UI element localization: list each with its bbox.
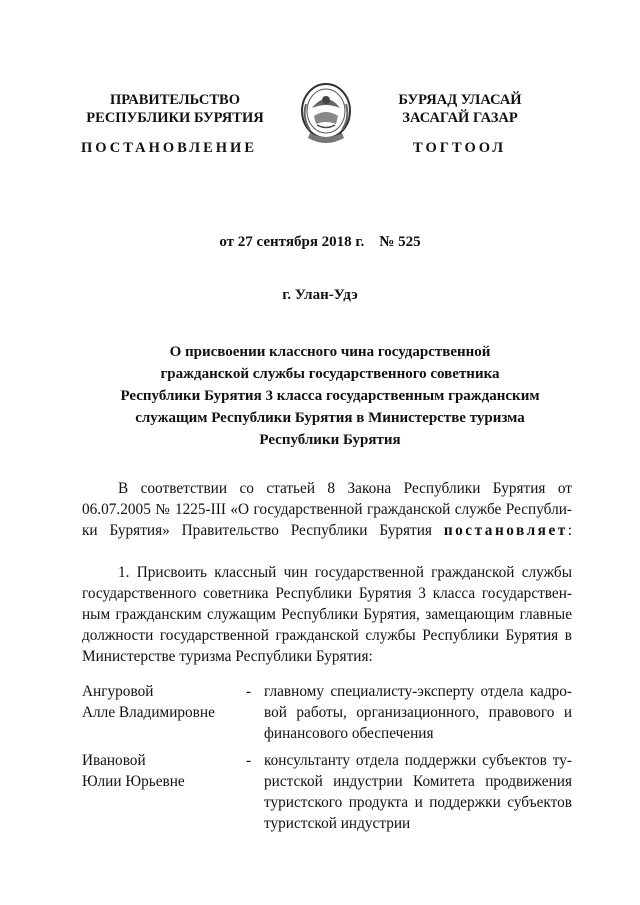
position-line: консультанту отдела поддержки субъектов ту- — [264, 752, 572, 769]
person-given-names: Юлии Юрьевне — [82, 773, 185, 790]
government-name-russian — [82, 91, 268, 127]
emblem-icon — [298, 78, 354, 148]
person-name — [82, 750, 252, 792]
person-surname: Ангуровой — [82, 683, 154, 700]
header-right-line1: БУРЯАД УЛАСАЙ — [398, 92, 522, 108]
position-line: финансового обеспечения — [264, 725, 434, 742]
preamble-line: 06.07.2005 № 1225-III «О государственной гражданской службе Республи- — [82, 501, 572, 518]
coat-of-arms-emblem — [298, 78, 354, 148]
item1-line: ным гражданским служащим Республики Бурятия, замещающим главные — [82, 606, 572, 623]
item1-line: государственного советника Республики Бурятия 3 класса государствен- — [82, 585, 572, 602]
person-dash: - — [246, 752, 252, 769]
preamble-paragraph — [82, 478, 572, 541]
item1-line: 1. Присвоить классный чин государственной гражданской службы — [118, 564, 572, 581]
person-name — [82, 681, 252, 723]
position-line: главному специалисту-эксперту отдела кадро- — [264, 683, 572, 700]
preamble-line3 — [82, 520, 572, 541]
person-surname: Ивановой — [82, 752, 146, 769]
position-line: вой работы, организационного, правового и — [264, 704, 572, 721]
person-position — [264, 681, 572, 744]
person-position — [264, 750, 572, 834]
resolves-keyword: постановляет — [443, 522, 568, 539]
document-title — [100, 341, 560, 451]
date-number-line: от 27 сентября 2018 г. № 525 — [219, 234, 421, 250]
doc-type-russian: ПОСТАНОВЛЕНИЕ — [81, 140, 258, 156]
person-dash: - — [246, 683, 252, 700]
position-line: ристской индустрии Комитета продвижения — [264, 773, 572, 790]
preamble-line3-suffix: : — [567, 522, 572, 539]
header-right-line2: ЗАСАГАЙ ГАЗАР — [402, 110, 518, 126]
title-line: Республики Бурятия — [259, 432, 401, 448]
doc-type-buryat: ТОГТООЛ — [413, 140, 507, 156]
position-line: туристской индустрии — [264, 815, 411, 832]
title-line: О присвоении классного чина государственной — [169, 344, 491, 360]
title-line: служащим Республики Бурятия в Министерстве туризма — [135, 410, 525, 426]
header-left-line2: РЕСПУБЛИКИ БУРЯТИЯ — [86, 110, 264, 126]
government-name-buryat — [385, 91, 535, 127]
item1-line: должности государственной гражданской службы Республики Бурятия в — [82, 627, 572, 644]
position-line: туристского продукта и поддержки субъектов — [264, 794, 572, 811]
item1-line: Министерстве туризма Республики Бурятия: — [82, 648, 373, 665]
person-given-names: Алле Владимировне — [82, 704, 215, 721]
title-line: гражданской службы государственного советника — [160, 366, 500, 382]
preamble-line3-prefix: ки Бурятия» Правительство Республики Бурятия — [82, 522, 444, 539]
title-line: Республики Бурятия 3 класса государственным гражданским — [120, 388, 540, 404]
header-left-line1: ПРАВИТЕЛЬСТВО — [110, 92, 240, 108]
item-1-paragraph — [82, 562, 572, 667]
city-line: г. Улан-Удэ — [282, 287, 358, 303]
preamble-line: В соответствии со статьей 8 Закона Республики Бурятия от — [118, 480, 572, 497]
